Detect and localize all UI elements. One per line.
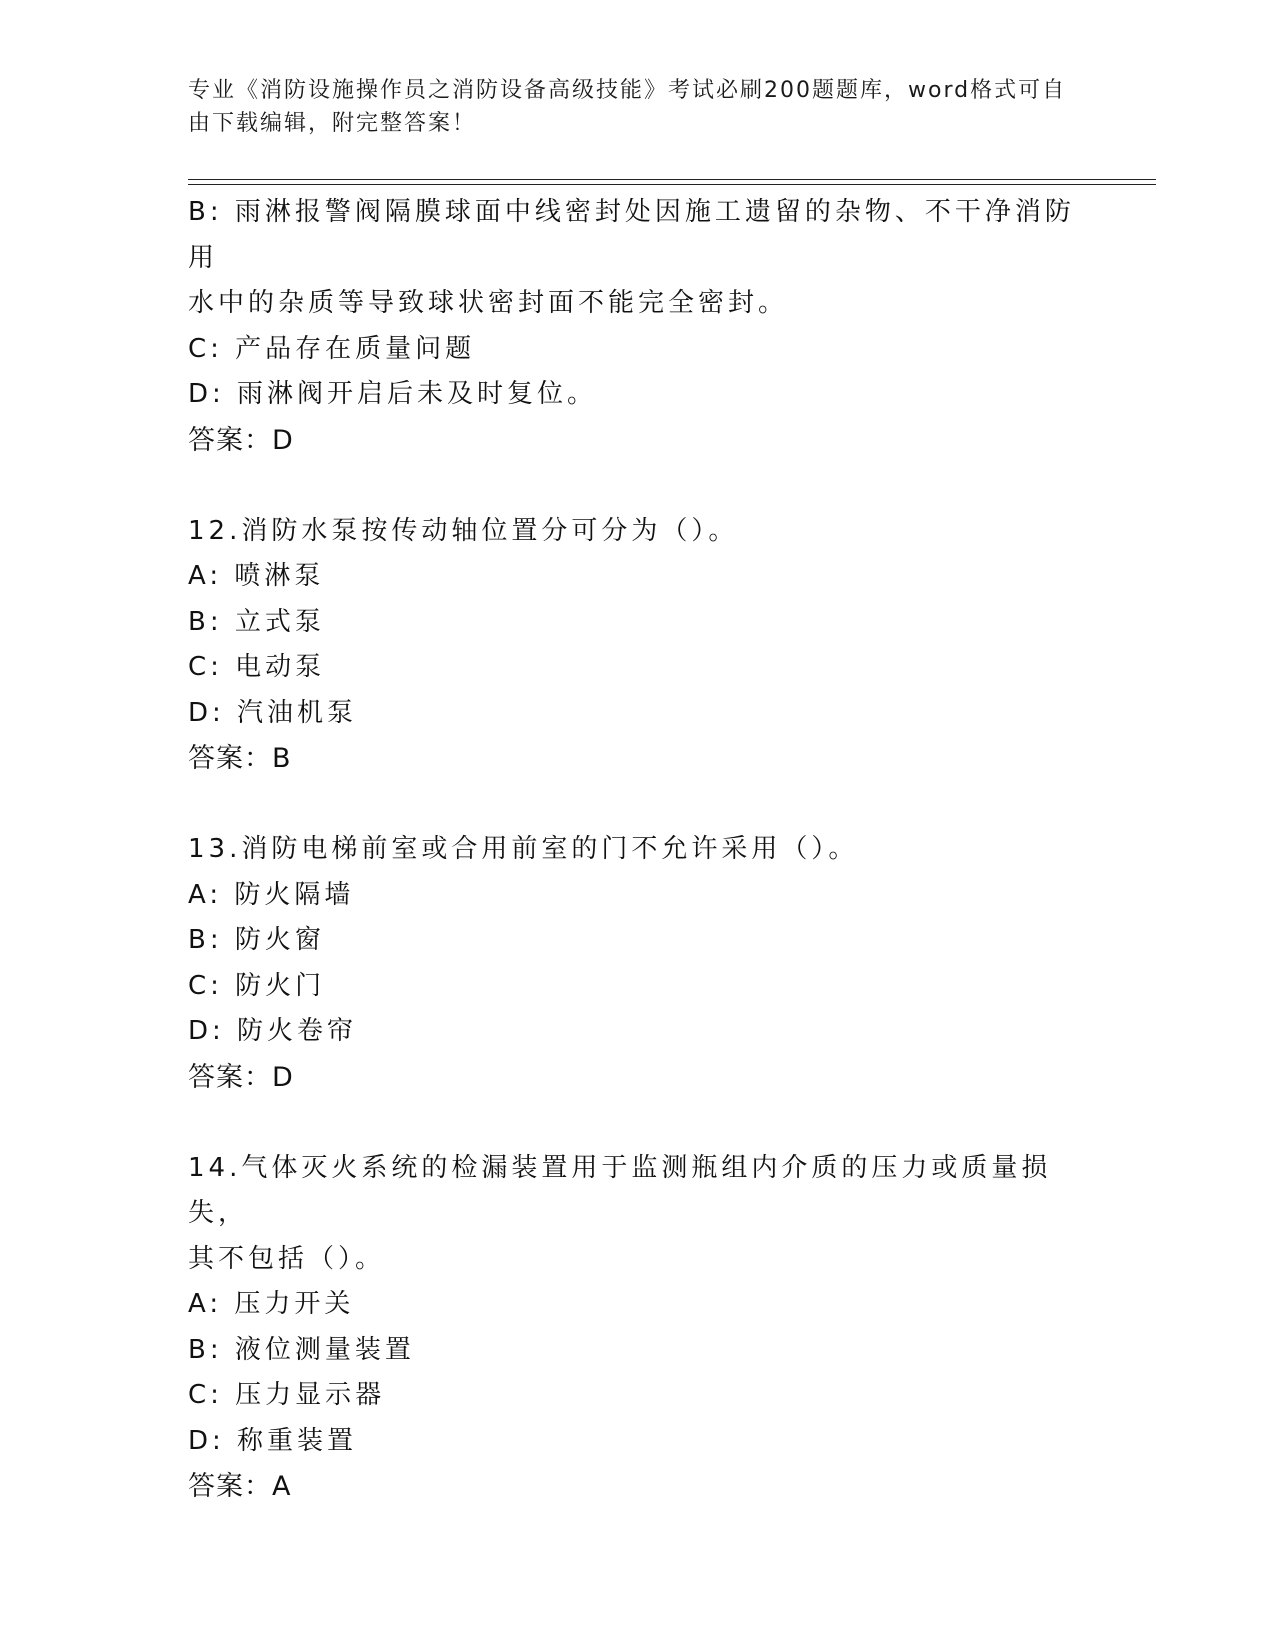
question-text-line1: 14.气体灭火系统的检漏装置用于监测瓶组内介质的压力或质量损失，	[188, 1152, 1052, 1228]
option-b-line2: 水中的杂质等导致球状密封面不能完全密封。	[188, 288, 789, 318]
option-c: C: 防火门	[188, 970, 326, 1001]
document-header: 专业《消防设施操作员之消防设备高级技能》考试必刷200题题库，word格式可自由下载编辑，附完整答案！	[188, 78, 1067, 136]
option-d: D: 雨淋阀开启后未及时复位。	[188, 379, 598, 409]
spacer	[188, 463, 1088, 509]
option-a: A: 喷淋泵	[188, 561, 325, 591]
question-block-prev	[188, 190, 1088, 463]
option-a: A: 防火隔墙	[188, 879, 355, 910]
option-b-line1: B: 雨淋报警阀隔膜球面中线密封处因施工遗留的杂物、不干净消防用	[188, 197, 1075, 273]
option-b: B: 立式泵	[188, 606, 325, 637]
option-c: C: 产品存在质量问题	[188, 333, 476, 364]
option-d: D: 防火卷帘	[188, 1016, 358, 1046]
option-b: B: 防火窗	[188, 925, 325, 955]
option-b: B: 液位测量装置	[188, 1334, 415, 1365]
question-list	[188, 190, 1088, 1510]
spacer	[188, 1100, 1088, 1146]
option-d: D: 汽油机泵	[188, 697, 358, 728]
question-text-line2: 其不包括（）。	[188, 1243, 386, 1274]
answer: 答案：A	[188, 1471, 292, 1502]
option-c: C: 压力显示器	[188, 1380, 386, 1410]
option-c: C: 电动泵	[188, 652, 326, 682]
answer: 答案：D	[188, 1061, 294, 1093]
option-d: D: 称重装置	[188, 1425, 358, 1456]
question-block-13	[188, 827, 1088, 1100]
spacer	[188, 782, 1088, 828]
header-divider-bottom	[188, 184, 1156, 185]
option-a: A: 压力开关	[188, 1289, 355, 1319]
question-block-12	[188, 509, 1088, 782]
question-block-14	[188, 1146, 1088, 1510]
question-text: 12.消防水泵按传动轴位置分可分为（）。	[188, 515, 739, 546]
answer: 答案：D	[188, 424, 294, 456]
header-divider-top	[188, 179, 1156, 180]
question-text: 13.消防电梯前室或合用前室的门不允许采用（）。	[188, 834, 859, 864]
answer: 答案：B	[188, 743, 292, 774]
